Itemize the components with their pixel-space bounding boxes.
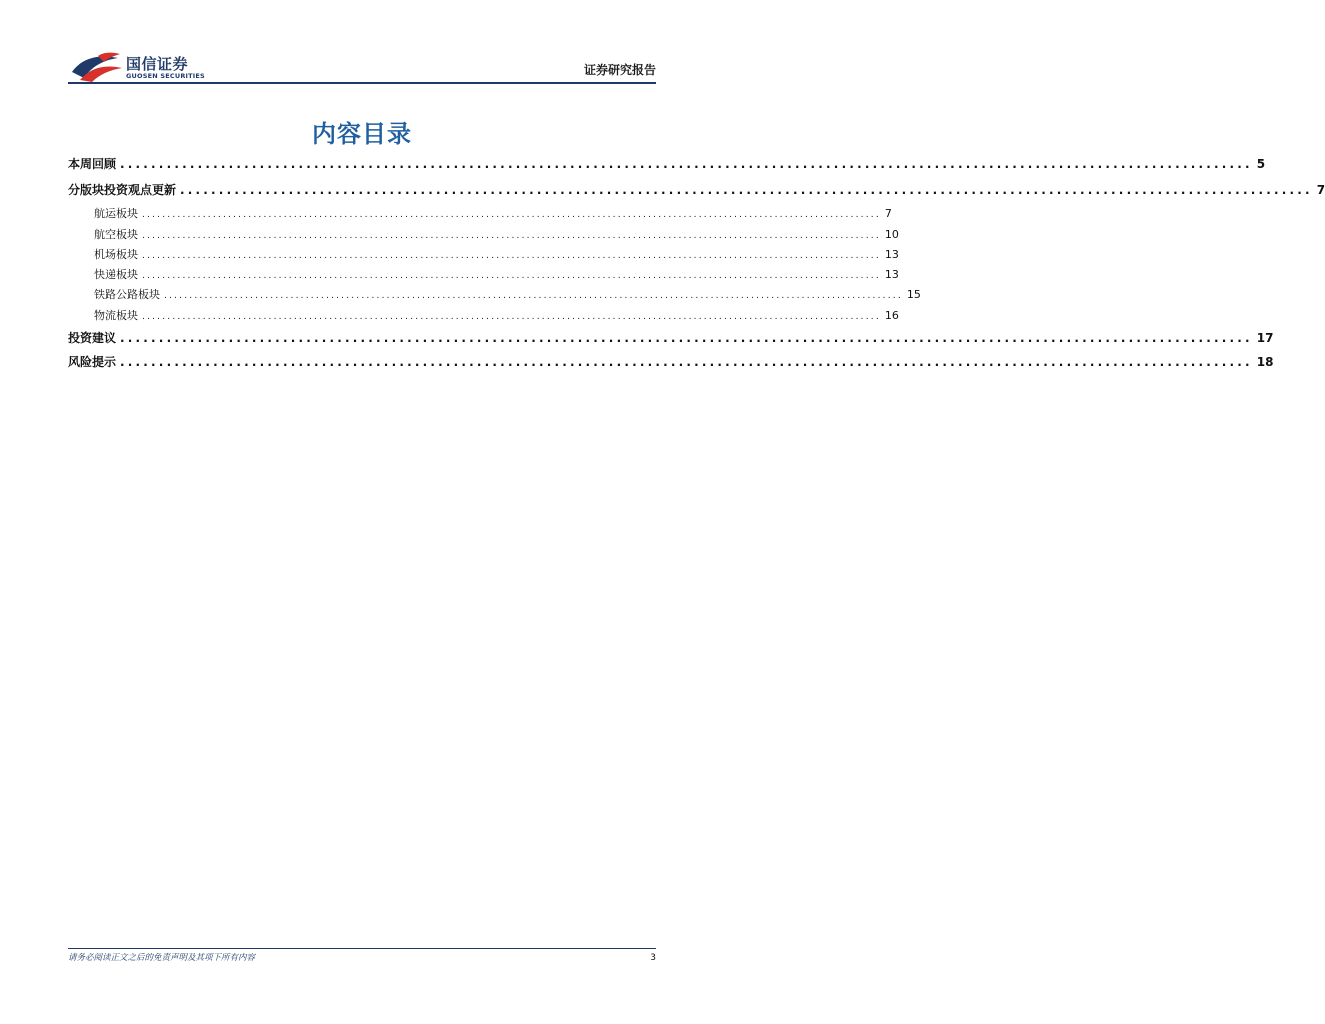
toc-entry-page: 16 (884, 309, 899, 322)
toc-entry-page: 13 (884, 268, 899, 281)
guosen-logo (68, 50, 228, 84)
toc-entry-title: 机场板块 (94, 248, 138, 261)
toc-entry-sector-views[interactable] (68, 181, 1325, 198)
toc-leader-dots: .................................................................................................................................................. (120, 331, 1253, 345)
toc-entry-airport[interactable] (68, 246, 899, 262)
toc-entry-title: 航空板块 (94, 228, 138, 241)
logo-english-name: GUOSEN SECURITIES (126, 72, 205, 80)
toc-entry-page: 17 (1256, 331, 1274, 345)
disclaimer-note: 请务必阅读正文之后的免责声明及其项下所有内容 (68, 953, 256, 963)
toc-entry-weekly-review[interactable] (68, 155, 1266, 172)
toc-entry-title: 快递板块 (94, 268, 138, 281)
report-type-label: 证券研究报告 (583, 63, 656, 77)
toc-entry-risk-warning[interactable] (68, 353, 1274, 370)
toc-entry-shipping[interactable] (68, 205, 892, 221)
toc-entry-page: 13 (884, 248, 899, 261)
toc-leader-dots: .................................................................................................................................................. (120, 157, 1253, 171)
header-divider (68, 82, 656, 84)
toc-leader-dots: .................................................................................................................................................. (142, 251, 881, 261)
toc-entry-title: 铁路公路板块 (94, 288, 160, 301)
footer-divider (68, 948, 656, 949)
toc-entry-page: 15 (906, 288, 921, 301)
guosen-logo-mark-icon (68, 50, 124, 84)
toc-entry-investment-advice[interactable] (68, 329, 1274, 346)
toc-title: 内容目录 (312, 120, 412, 148)
toc-entry-page: 10 (884, 228, 899, 241)
toc-entry-page: 7 (884, 207, 892, 220)
page-header (68, 50, 656, 84)
toc-leader-dots: .................................................................................................................................................. (164, 291, 903, 301)
toc-entry-title: 投资建议 (68, 331, 117, 345)
toc-entry-title: 本周回顾 (68, 157, 117, 171)
toc-leader-dots: .................................................................................................................................................. (142, 210, 881, 220)
toc-leader-dots: .................................................................................................................................................. (180, 183, 1313, 197)
toc-entry-title: 航运板块 (94, 207, 138, 220)
toc-entry-rail-road[interactable] (68, 286, 921, 302)
toc-entry-title: 风险提示 (68, 355, 117, 369)
toc-leader-dots: .................................................................................................................................................. (142, 312, 881, 322)
toc-leader-dots: .................................................................................................................................................. (120, 355, 1253, 369)
toc-entry-page: 5 (1256, 157, 1266, 171)
toc-entry-aviation[interactable] (68, 226, 899, 242)
toc-entry-express[interactable] (68, 266, 899, 282)
page-number: 3 (650, 953, 656, 963)
toc-entry-page: 7 (1316, 183, 1325, 197)
toc-entry-title: 物流板块 (94, 309, 138, 322)
toc-leader-dots: .................................................................................................................................................. (142, 231, 881, 241)
toc-entry-title: 分版块投资观点更新 (68, 183, 177, 197)
toc-entry-logistics[interactable] (68, 307, 899, 323)
toc-entry-page: 18 (1256, 355, 1274, 369)
logo-chinese-name: 国信证券 (126, 55, 189, 73)
toc-leader-dots: .................................................................................................................................................. (142, 271, 881, 281)
